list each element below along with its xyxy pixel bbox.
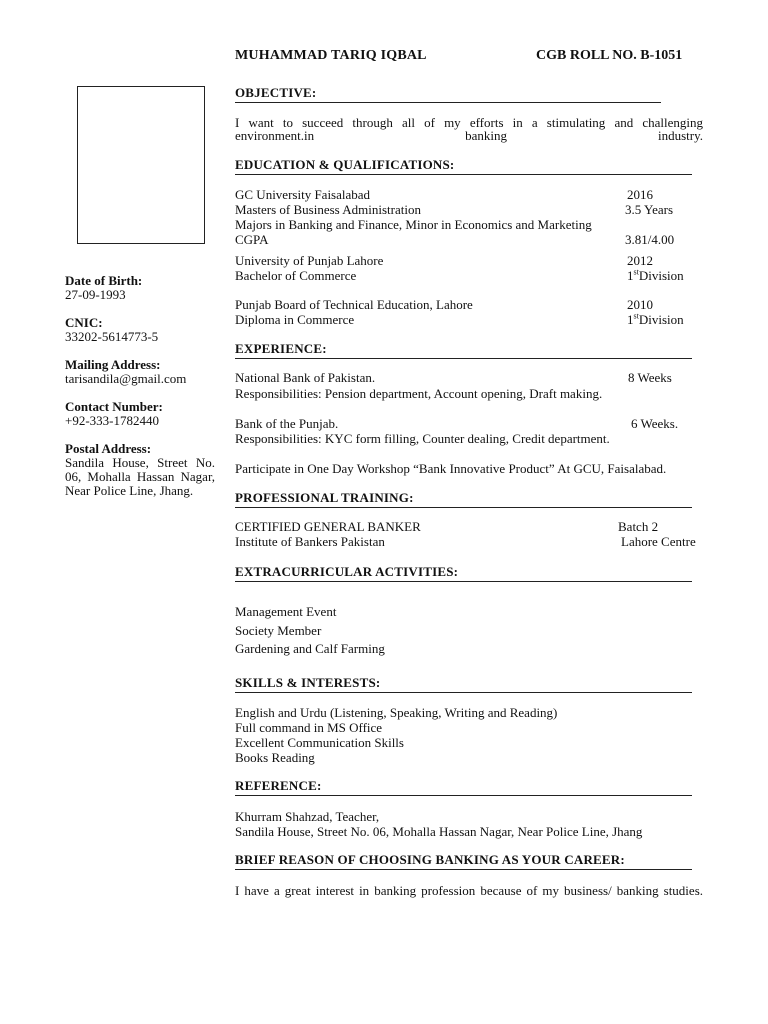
photo-box	[77, 86, 205, 244]
postal-address-label: Postal Address:	[65, 441, 152, 456]
education-cgpa-value: 3.81/4.00	[625, 232, 675, 247]
dob-label: Date of Birth:	[65, 273, 143, 288]
education-duration-1: 3.5 Years	[625, 202, 674, 217]
training-institute: Institute of Bankers Pakistan	[235, 534, 385, 549]
dob-value: 27-09-1993	[65, 287, 126, 302]
experience-responsibilities-2: Responsibilities: KYC form filling, Counter dealing, Credit department.	[235, 431, 610, 446]
skills-heading: SKILLS & INTERESTS:	[235, 675, 692, 693]
mailing-address-value: tarisandila@gmail.com	[65, 371, 187, 386]
reference-name: Khurram Shahzad, Teacher,	[235, 809, 380, 824]
education-school-2: University of Punjab Lahore	[235, 253, 384, 268]
training-centre: Lahore Centre	[621, 534, 696, 549]
education-year-2: 2012	[627, 253, 653, 268]
education-year-3: 2010	[627, 297, 653, 312]
education-heading: EDUCATION & QUALIFICATIONS:	[235, 157, 692, 175]
skills-item: English and Urdu (Listening, Speaking, Writing and Reading)	[235, 705, 558, 720]
experience-duration-1: 8 Weeks	[628, 370, 672, 385]
education-degree-1: Masters of Business Administration	[235, 202, 421, 217]
extracurricular-item: Gardening and Calf Farming	[235, 641, 385, 656]
mailing-address-label: Mailing Address:	[65, 357, 161, 372]
skills-item: Full command in MS Office	[235, 720, 383, 735]
education-school-1: GC University Faisalabad	[235, 187, 371, 202]
reference-address: Sandila House, Street No. 06, Mohalla Hassan Nagar, Near Police Line, Jhang	[235, 824, 643, 839]
contact-number-label: Contact Number:	[65, 399, 163, 414]
personal-details	[65, 274, 215, 498]
education-degree-2: Bachelor of Commerce	[235, 268, 357, 283]
education-school-3: Punjab Board of Technical Education, Lahore	[235, 297, 473, 312]
experience-workshop: Participate in One Day Workshop “Bank Innovative Product” At GCU, Faisalabad.	[235, 461, 667, 476]
experience-heading: EXPERIENCE:	[235, 341, 692, 359]
experience-org-2: Bank of the Punjab.	[235, 416, 339, 431]
objective-text: I want to succeed through all of my efforts in a stimulating and challenging environment.in banking industry.	[235, 115, 703, 143]
experience-org-1: National Bank of Pakistan.	[235, 370, 376, 385]
training-heading: PROFESSIONAL TRAINING:	[235, 490, 692, 508]
objective-heading: OBJECTIVE:	[235, 85, 661, 103]
training-batch: Batch 2	[618, 519, 659, 534]
education-year-1: 2016	[627, 187, 653, 202]
extracurricular-item: Management Event	[235, 604, 337, 619]
contact-number-value: +92-333-1782440	[65, 413, 159, 428]
education-majors-1: Majors in Banking and Finance, Minor in Economics and Marketing	[235, 217, 592, 232]
extracurricular-item: Society Member	[235, 623, 322, 638]
roll-number: CGB ROLL NO. B-1051	[536, 48, 683, 63]
extracurricular-heading: EXTRACURRICULAR ACTIVITIES:	[235, 564, 692, 582]
reason-heading: BRIEF REASON OF CHOOSING BANKING AS YOUR CAREER:	[235, 852, 692, 870]
experience-duration-2: 6 Weeks.	[631, 416, 679, 431]
education-degree-3: Diploma in Commerce	[235, 312, 355, 327]
skills-item: Excellent Communication Skills	[235, 735, 404, 750]
education-division-3: 1stDivision	[627, 311, 684, 327]
cnic-label: CNIC:	[65, 315, 103, 330]
education-division-2: 1stDivision	[627, 267, 684, 283]
cnic-value: 33202-5614773-5	[65, 329, 159, 344]
reference-heading: REFERENCE:	[235, 778, 692, 796]
skills-item: Books Reading	[235, 750, 315, 765]
training-title: CERTIFIED GENERAL BANKER	[235, 519, 421, 534]
experience-responsibilities-1: Responsibilities: Pension department, Account opening, Draft making.	[235, 386, 603, 401]
postal-address-value: Sandila House, Street No. 06, Mohalla Hassan Nagar, Near Police Line, Jhang.	[65, 455, 215, 498]
reason-text: I have a great interest in banking profession because of my business/ banking studies.	[235, 883, 703, 898]
candidate-name: MUHAMMAD TARIQ IQBAL	[235, 48, 427, 63]
education-cgpa-label: CGPA	[235, 232, 269, 247]
